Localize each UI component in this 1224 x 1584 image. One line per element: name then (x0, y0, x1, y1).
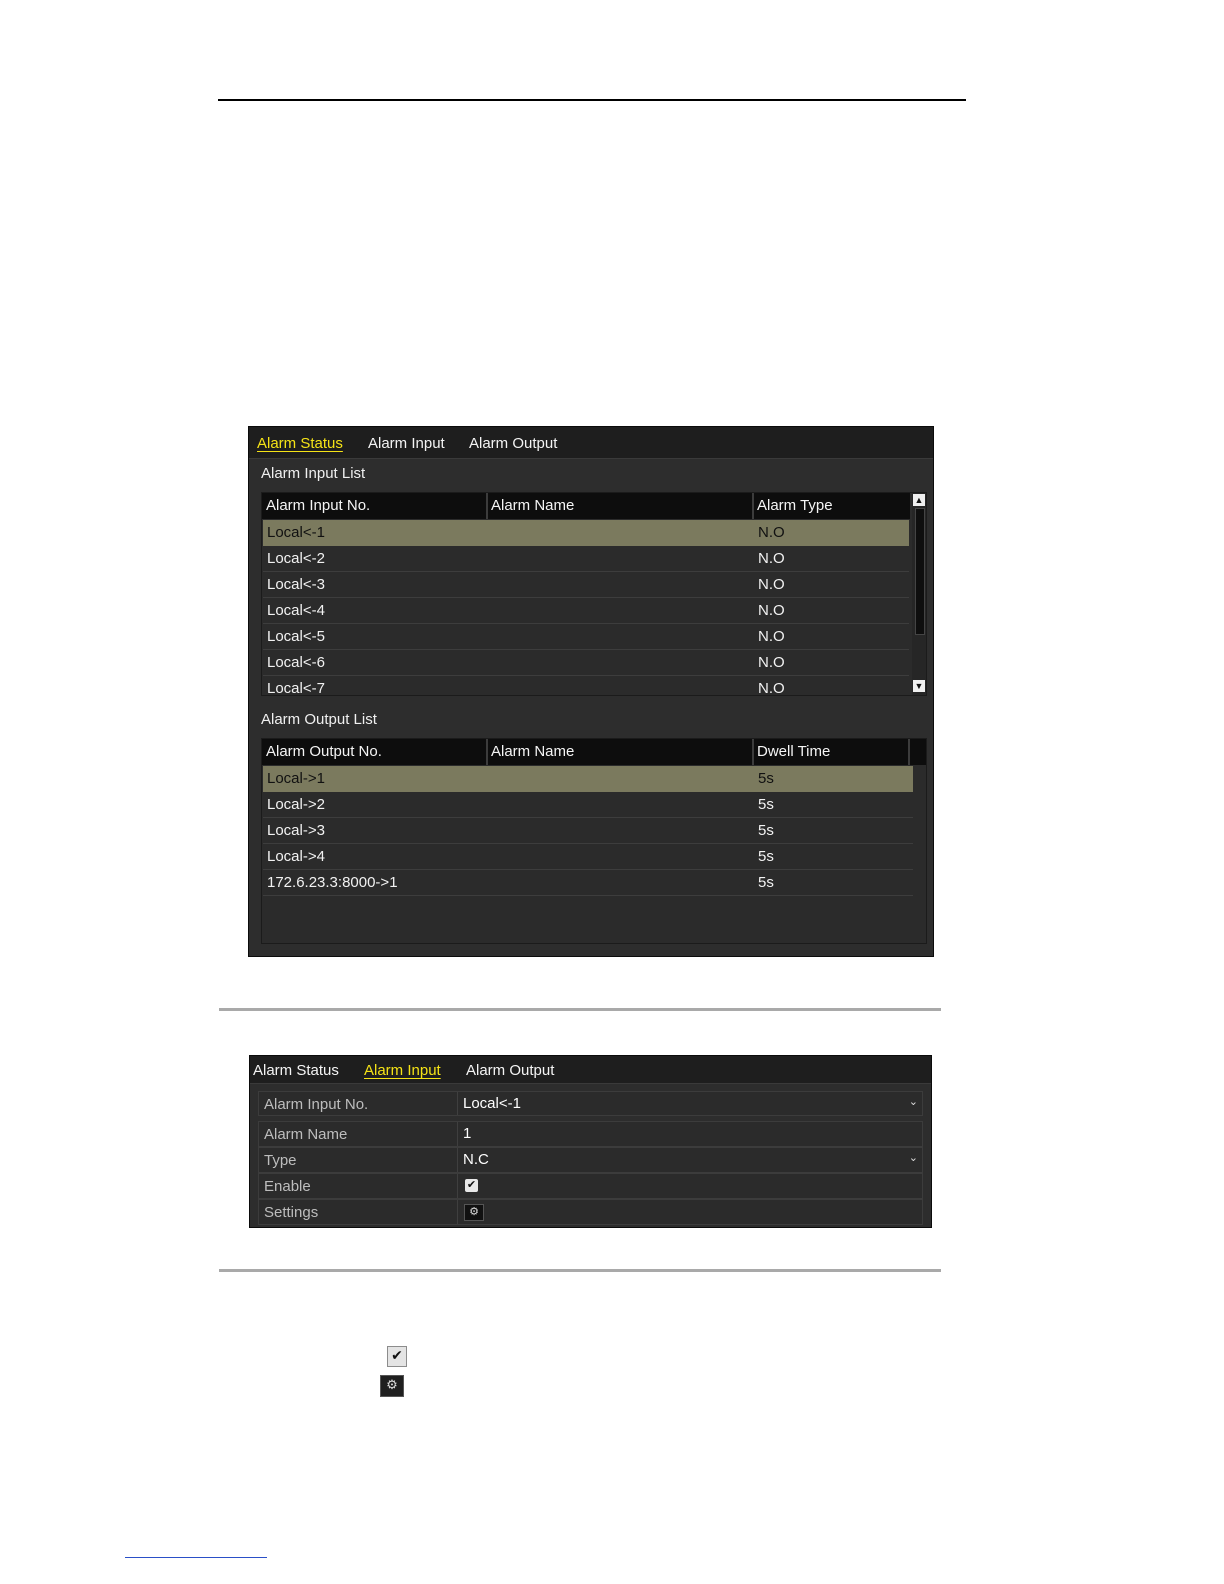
settings-row (258, 1199, 923, 1225)
table-row[interactable] (263, 818, 913, 844)
table-row[interactable] (263, 844, 913, 870)
field-divider (457, 1122, 458, 1146)
chevron-down-icon[interactable]: ⌄ (908, 1096, 918, 1108)
alarm-name-row (258, 1121, 923, 1147)
dwell-time: 5s (758, 796, 774, 813)
column-header[interactable]: Alarm Name (488, 493, 754, 519)
dwell-time: 5s (758, 770, 774, 787)
tab-bar (250, 1056, 931, 1084)
alarm-status-panel (248, 426, 934, 957)
column-header[interactable]: Alarm Input No. (263, 493, 488, 519)
alarm-type: N.O (758, 602, 785, 619)
gear-icon[interactable]: ⚙ (464, 1204, 484, 1221)
table-row[interactable] (263, 870, 913, 896)
tab-alarm-input[interactable]: Alarm Input (368, 435, 445, 452)
table-row[interactable] (263, 766, 913, 792)
alarm-input-no: Local<-1 (267, 524, 325, 541)
alarm-input-no: Local<-2 (267, 550, 325, 567)
dwell-time: 5s (758, 848, 774, 865)
field-divider (457, 1148, 458, 1172)
field-label: Alarm Input No. (264, 1096, 369, 1113)
column-header[interactable]: Alarm Output No. (263, 739, 488, 765)
table-row[interactable] (263, 572, 909, 598)
field-divider (457, 1200, 458, 1224)
alarm-output-no: Local->2 (267, 796, 325, 813)
alarm-output-table (261, 738, 927, 944)
alarm-input-no-select[interactable]: Local<-1 (463, 1095, 521, 1112)
field-label: Settings (264, 1204, 319, 1221)
alarm-input-no: Local<-6 (267, 654, 325, 671)
table-row[interactable] (263, 792, 913, 818)
alarm-output-no: Local->4 (267, 848, 325, 865)
alarm-output-no: 172.6.23.3:8000->1 (267, 874, 398, 891)
table-row[interactable] (263, 650, 909, 676)
tab-alarm-input[interactable]: Alarm Input (364, 1062, 441, 1079)
alarm-type: N.O (758, 524, 785, 541)
alarm-type: N.O (758, 680, 785, 696)
alarm-input-no: Local<-7 (267, 680, 325, 696)
alarm-type: N.O (758, 654, 785, 671)
table-row[interactable] (263, 676, 909, 696)
field-label: Type (264, 1152, 297, 1169)
input-list-scrollbar[interactable] (912, 493, 926, 695)
alarm-type: N.O (758, 628, 785, 645)
field-divider (457, 1174, 458, 1198)
enable-checkbox[interactable]: ✔ (466, 1179, 477, 1191)
dwell-time: 5s (758, 874, 774, 891)
dwell-time: 5s (758, 822, 774, 839)
table-row[interactable] (263, 624, 909, 650)
tab-alarm-status[interactable]: Alarm Status (257, 435, 343, 452)
alarm-output-no: Local->1 (267, 770, 325, 787)
table-row[interactable] (263, 520, 909, 546)
alarm-output-no: Local->3 (267, 822, 325, 839)
alarm-input-no: Local<-4 (267, 602, 325, 619)
table-header (262, 493, 910, 519)
tab-alarm-output[interactable]: Alarm Output (469, 435, 558, 452)
tab-alarm-output[interactable]: Alarm Output (466, 1062, 555, 1079)
table-header (262, 739, 926, 765)
alarm-input-panel (249, 1055, 932, 1228)
alarm-type: N.O (758, 576, 785, 593)
table-row[interactable] (263, 598, 909, 624)
alarm-input-table (261, 492, 927, 696)
scrollbar-thumb[interactable] (915, 508, 925, 635)
alarm-input-no: Local<-5 (267, 628, 325, 645)
gear-icon: ⚙ (380, 1375, 404, 1397)
chevron-down-icon[interactable]: ⌄ (908, 1152, 918, 1164)
enable-row (258, 1173, 923, 1199)
field-label: Enable (264, 1178, 311, 1195)
alarm-input-list-title: Alarm Input List (261, 465, 366, 482)
tab-alarm-status[interactable]: Alarm Status (253, 1062, 339, 1079)
type-row (258, 1147, 923, 1173)
field-divider (457, 1092, 458, 1115)
table-row[interactable] (263, 546, 909, 572)
checkbox-icon: ✔ (387, 1346, 407, 1367)
footer-link-underline (125, 1557, 267, 1558)
column-header[interactable]: Alarm Name (488, 739, 754, 765)
column-header[interactable]: Dwell Time (754, 739, 910, 765)
alarm-output-list-title: Alarm Output List (261, 711, 377, 728)
field-label: Alarm Name (264, 1126, 348, 1143)
alarm-input-no-row (258, 1091, 923, 1116)
header-rule (218, 99, 966, 101)
alarm-name-input[interactable]: 1 (463, 1125, 472, 1142)
scroll-up-icon[interactable]: ▲ (914, 495, 924, 505)
scroll-down-icon[interactable]: ▼ (914, 681, 924, 691)
type-select[interactable]: N.C (463, 1151, 489, 1168)
tab-bar (249, 427, 933, 459)
alarm-type: N.O (758, 550, 785, 567)
column-header[interactable]: Alarm Type (757, 497, 833, 514)
figure-separator-rule-2 (219, 1269, 941, 1272)
alarm-input-no: Local<-3 (267, 576, 325, 593)
figure-separator-rule (219, 1008, 941, 1011)
